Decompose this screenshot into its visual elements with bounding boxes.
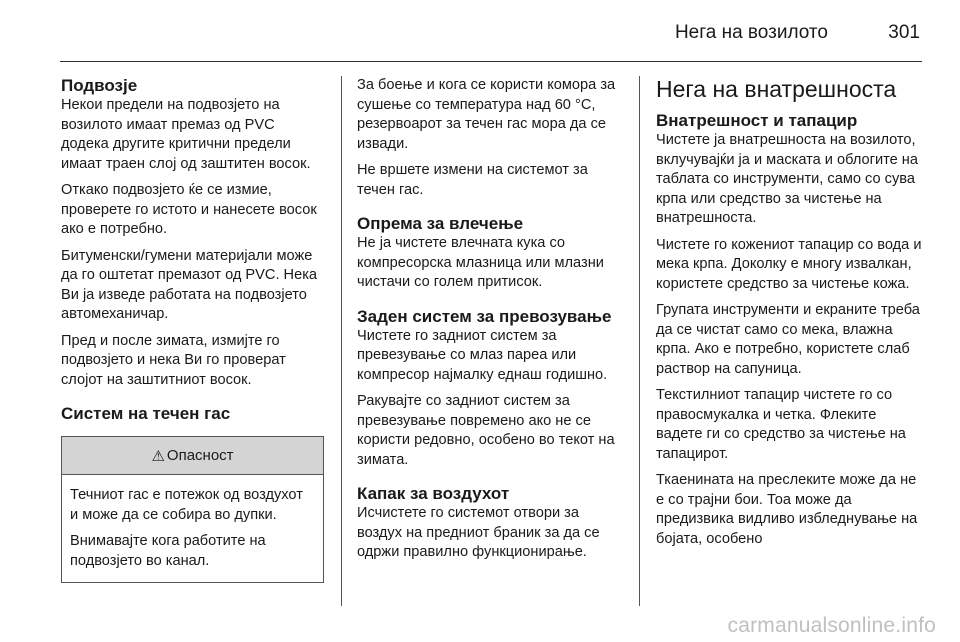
column-divider-2 (639, 76, 640, 606)
paragraph: Текстилниот тапацир чистете го со правосмукалка и четка. Флеките вадете ги со средство за чистење на тапацирот. (656, 387, 906, 462)
paragraph: Битуменски/гумени материјали може да го оштетат премазот од PVC. Нека Ви ја изведе работата на подвозјето автомеханичар. (61, 247, 318, 322)
warning-title: Опасност (166, 447, 234, 464)
paragraph: Групата инструменти и екраните треба да се чистат само со мека, влажна крпа. Ако е потребно, користете слаб раствор на сапуница. (656, 302, 920, 377)
paragraph: Откако подвозјето ќе се измие, проверете го истото и нанесете восок ако е потребно. (61, 182, 317, 237)
section-heading-interior-upholstery: Внатрешност и тапацир (656, 111, 858, 130)
section-heading-underbody: Подвозје (61, 76, 138, 95)
paragraph: За боење и кога се користи комора за сушење со температура над 60 °C, резервоарот за течен гас мора да се извади. (357, 77, 616, 152)
page-header-title: Нега на возилото (674, 22, 828, 43)
paragraph: Исчистете го системот отвори за воздух на предниот браник за да се одржи правилно функционирање. (357, 505, 600, 560)
column-divider-1 (341, 76, 342, 606)
section-heading-rear-carrier: Заден систем за превозување (357, 306, 612, 326)
section-heading-lpg-system: Систем на течен гас (61, 404, 231, 423)
paragraph: Ракувајте со задниот систем за превезување повремено ако не се користи редовно, особено во текот на зимата. (357, 393, 615, 468)
column-2 (357, 76, 624, 570)
section-heading-air-flap: Капак за воздухот (357, 484, 510, 503)
paragraph: Некои предели на подвозјето на возилото имаат премаз од PVC додека другите критични предели имаат траен слој од заштитен восок. (61, 97, 311, 172)
warning-paragraph: Внимавајте кога работите на подвозјето во канал. (70, 533, 266, 569)
column-3 (656, 76, 922, 556)
paragraph: Не ја чистете влечната кука со компресорска млазница или млазни чистачи со голем притисок. (357, 235, 604, 290)
warning-body (62, 475, 323, 582)
paragraph: Чистете ја внатрешноста на возилото, вклучувајќи ја и маската и облогите на таблата со инструменти, само со сува крпа или средство за чистење на внатрешноста. (656, 132, 918, 226)
watermark-text: carmanualsonline.info (727, 614, 936, 637)
paragraph: Не вршете измени на системот за течен гас. (357, 162, 588, 198)
warning-box (61, 436, 324, 583)
header-divider (60, 61, 922, 62)
section-heading-towing-equipment: Опрема за влечење (357, 214, 524, 233)
chapter-title-interior-care: Нега на внатрешноста (656, 76, 897, 102)
paragraph: Пред и после зимата, измијте го подвозјето и нека Ви го проверат слојот на заштитниот восок. (61, 332, 286, 388)
warning-paragraph: Течниот гас е потежок од воздухот и може да се собира во дупки. (70, 487, 303, 523)
warning-triangle-icon: ⚠ (151, 447, 165, 465)
column-1 (61, 76, 326, 583)
page-number: 301 (888, 22, 920, 43)
paragraph: Чистете го задниот систем за превезување со млаз пареа или компресор најмалку еднаш годишно. (357, 327, 608, 383)
paragraph: Чистете го кожениот тапацир со вода и мека крпа. Доколку е многу извалкан, користете средство за чистење кожа. (656, 236, 922, 292)
warning-header (62, 437, 323, 475)
paragraph: Ткаенината на преслеките може да не е со трајни бои. Тоа може да предизвика видливо избледнување на бојата, особено (656, 472, 918, 547)
